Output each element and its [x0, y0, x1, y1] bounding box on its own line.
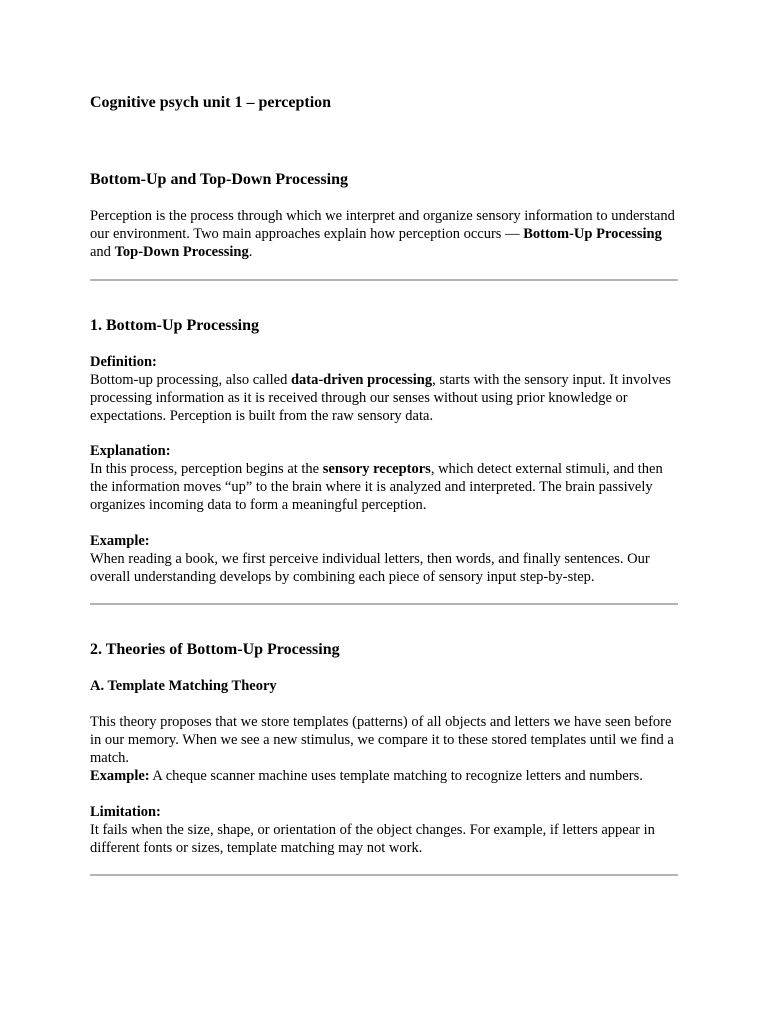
- intro-paragraph: [90, 207, 678, 261]
- explanation-text-after: , which detect external stimuli, and then the information moves “up” to the brain where it is analyzed and interpreted. The brain passively organizes incoming data to form a meaningful perception.: [90, 461, 663, 513]
- explanation-paragraph: [90, 460, 678, 514]
- document-title: Cognitive psych unit 1 – perception: [90, 94, 332, 111]
- definition-text-after: , starts with the sensory input. It involves processing information as it is received through our senses without using prior knowledge or expectations. Perception is built from the raw sensory data.: [90, 372, 671, 424]
- theory-paragraph: This theory proposes that we store templates (patterns) of all objects and letters we have seen before in our memory. When we see a new stimulus, we compare it to these stored templates until we find a match.: [90, 714, 674, 766]
- intro-heading: Bottom-Up and Top-Down Processing: [90, 171, 348, 188]
- term-data-driven: data-driven processing: [290, 372, 433, 388]
- section2-heading: 2. Theories of Bottom-Up Processing: [90, 641, 340, 658]
- theory-example-paragraph: [90, 767, 678, 785]
- example-label: Example:: [90, 533, 150, 549]
- section1-heading: 1. Bottom-Up Processing: [90, 317, 260, 334]
- explanation-text-before: In this process, perception begins at the: [90, 461, 323, 477]
- intro-text-end: .: [248, 244, 253, 260]
- definition-text-before: Bottom-up processing, also called: [90, 372, 291, 388]
- limitation-label: Limitation:: [90, 804, 161, 820]
- divider-2: [90, 603, 678, 605]
- divider-1: [90, 279, 678, 281]
- theory-example-label: Example:: [90, 768, 150, 784]
- definition-paragraph: [90, 371, 678, 425]
- example-paragraph: When reading a book, we first perceive individual letters, then words, and finally sentences. Our overall understanding develops by combining each piece of sensory input step-by-step.: [90, 551, 650, 585]
- term-sensory-receptors: sensory receptors: [322, 461, 431, 477]
- explanation-label: Explanation:: [90, 443, 171, 459]
- intro-text-and: and: [90, 244, 115, 260]
- definition-label: Definition:: [90, 354, 157, 370]
- theory-example-text: A cheque scanner machine uses template matching to recognize letters and numbers.: [149, 768, 643, 784]
- divider-3: [90, 874, 678, 876]
- limitation-paragraph: It fails when the size, shape, or orientation of the object changes. For example, if letters appear in different fonts or sizes, template matching may not work.: [90, 822, 655, 856]
- term-top-down: Top-Down Processing: [114, 244, 249, 260]
- term-bottom-up: Bottom-Up Processing: [523, 226, 662, 242]
- template-matching-subheading: A. Template Matching Theory: [90, 678, 277, 694]
- intro-text-before: Perception is the process through which we interpret and organize sensory information to understand our environment. Two main approaches explain how perception occurs —: [90, 208, 675, 242]
